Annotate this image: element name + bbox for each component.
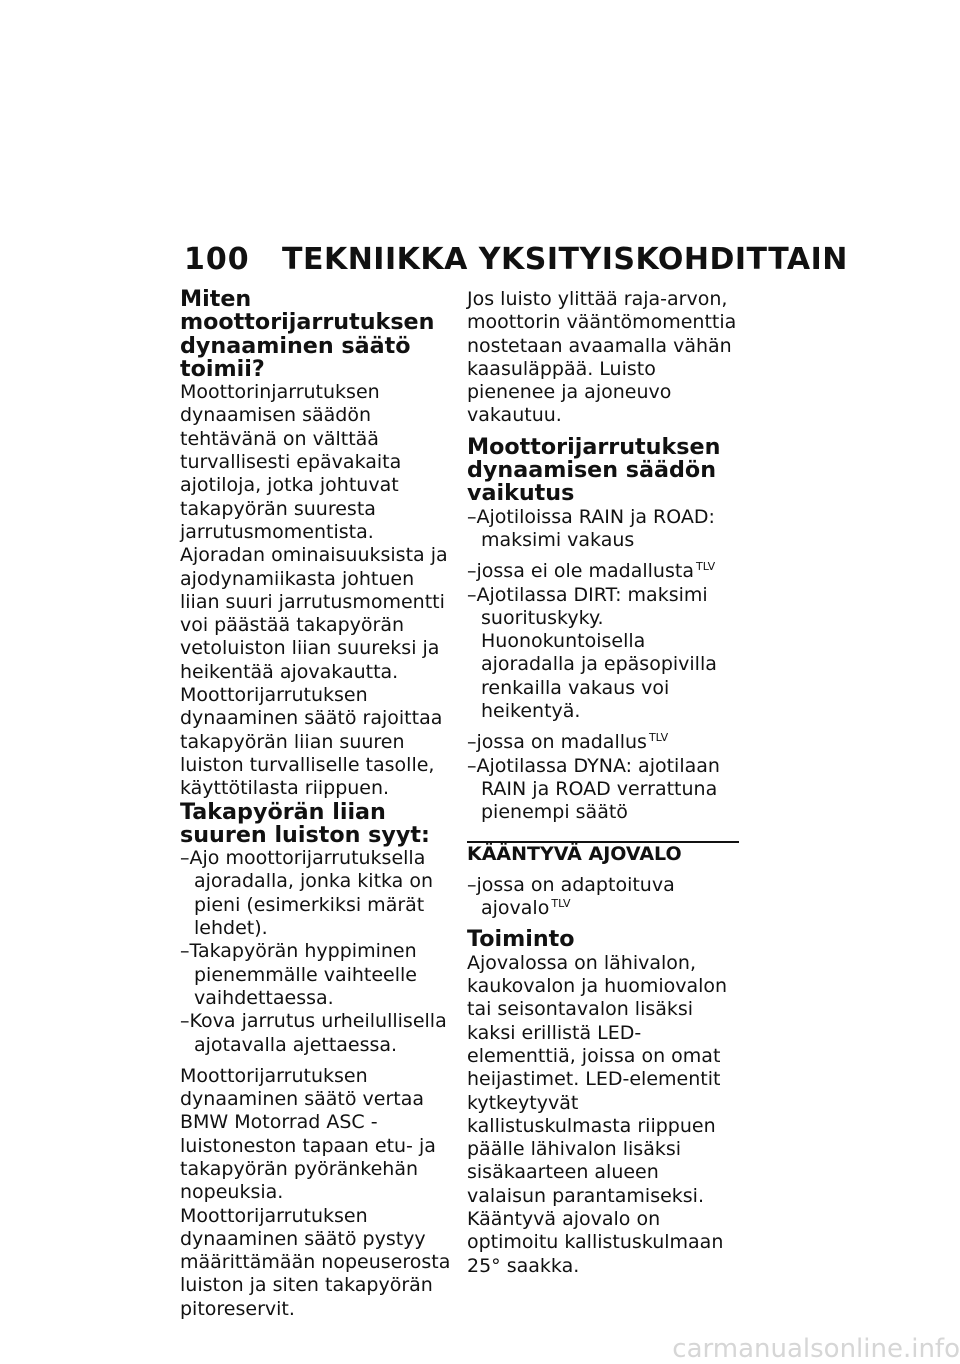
comparison-paragraph: Moottorijarrutuksen dynaaminen säätö vertaa BMW Motorrad ASC -luistoneston tapaan etu- ja takapyörän pyöränkehän nopeuksia. Moottorijarrutuksen dynaaminen säätö pystyy määrittämään nopeuserosta luiston ja siten takapyörän pitoreservit. <box>180 1064 451 1320</box>
function-paragraph: Ajovalossa on lähivalon, kaukovalon ja huomiovalon tai seisontavalon lisäksi kaksi erillistä LED-elementtiä, joissa on omat heijastimet. LED-elementit kytkeytyvät kallistuskulmasta riippuen päälle lähivalon lisäksi sisäkaarteen alueen valaisun parantamiseksi. Kääntyvä ajovalo on optimoitu kallistuskulmaan 25° saakka. <box>467 951 728 1277</box>
heading-effect: Moottorijarrutuksen dynaamisen säädön vaikutus <box>467 433 721 507</box>
list-item: – jossa on adaptoituva ajovalo $^{TLV}$ <box>467 874 739 921</box>
list-item: – Ajo moottorijarrutuksella ajoradalla, jonka kitka on pieni (esimerkiksi märät lehdet). <box>180 847 452 940</box>
list-item: – Takapyörän hyppiminen pienemmälle vaihteelle vaihdettaessa. <box>180 940 452 1010</box>
slip-paragraph: Jos luisto ylittää raja-arvon, moottorin vääntömomenttia nostetaan avaamalla vähän kaasuläppää. Luisto pienenee ja ajoneuvo vakautuu. <box>467 288 737 427</box>
heading-slip-causes: Takapyörän liian suuren luiston syyt: <box>180 798 430 848</box>
tlv-marker: TLV <box>695 559 716 573</box>
tlv-marker: TLV <box>551 896 571 910</box>
tlv-marker: TLV <box>648 731 669 745</box>
list-item: – jossa ei ole madallusta $^{TLV}$ <box>467 560 739 583</box>
intro-paragraph: Moottorinjarrutuksen dynaamisen säädön tehtävänä on välttää turvallisesti epävakaita ajotiloja, jotka johtuvat takapyörän suuresta jarrutusmomentista. Ajoradan ominaisuuksista ja ajodynamiikasta johtuen liian suuri jarrutusmomentti voi päästää takapyörän vetoluiston liian suureksi ja heikentää ajovakautta. Moottorijarrutuksen dynaaminen säätö rajoittaa takapyörän liian suuren luiston turvalliselle tasolle, käyttötilasta riippuen. <box>180 381 448 800</box>
list-item: – Ajotilassa DIRT: maksimi suorituskyky. Huonokuntoisella ajoradalla ja epäsopivilla renkailla vakaus voi heikentyä. <box>467 584 739 724</box>
page-header <box>182 242 848 282</box>
right-column <box>467 288 739 1278</box>
adaptive-light-list <box>467 874 739 921</box>
heading-how-it-works: Miten moottorijarrutuksen dynaaminen säätö toimii? <box>180 286 435 382</box>
list-item: – Ajotilassa DYNA: ajotilaan RAIN ja ROAD verrattuna pienempi säätö <box>467 755 739 825</box>
section-title: KÄÄNTYVÄ AJOVALO <box>467 841 739 866</box>
left-column <box>180 288 452 1321</box>
page-number: 100 <box>184 242 250 277</box>
list-item: – Kova jarrutus urheilullisella ajotavalla ajettaessa. <box>180 1010 452 1057</box>
chapter-title: TEKNIIKKA YKSITYISKOHDITTAIN <box>282 242 848 277</box>
heading-function: Toiminto <box>467 926 575 953</box>
effects-list <box>467 506 739 825</box>
list-item: – Ajotiloissa RAIN ja ROAD: maksimi vakaus <box>467 506 739 553</box>
causes-list <box>180 847 452 1057</box>
watermark: carmanualsonline.info <box>672 1334 960 1364</box>
list-item: – jossa on madallus $^{TLV}$ <box>467 731 739 754</box>
